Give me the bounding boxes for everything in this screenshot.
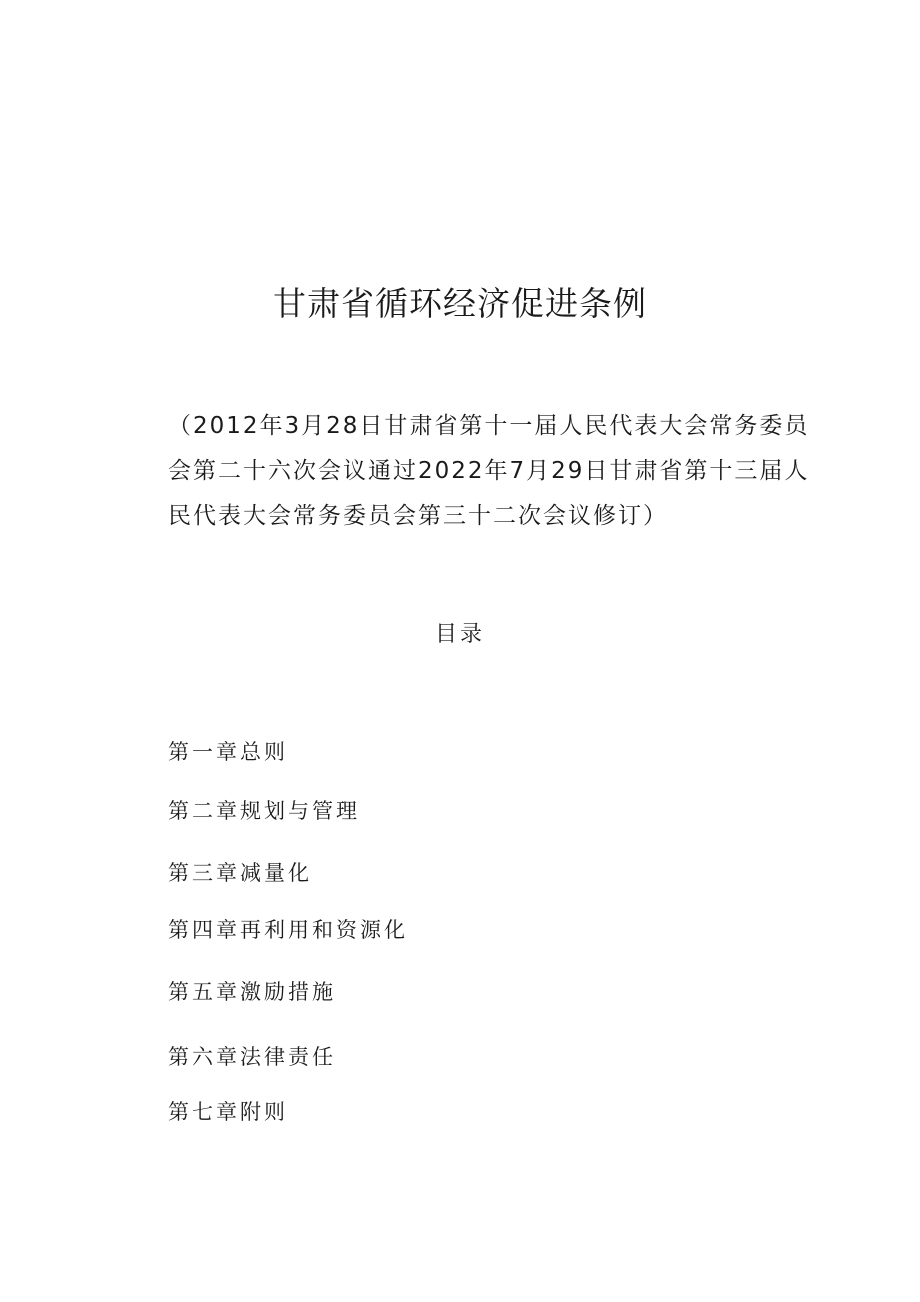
toc-item-chapter-5: 第五章激励措施	[168, 980, 336, 1004]
adoption-note: （2012年3月28日甘肃省第十一届人民代表大会常务委员会第二十六次会议通过2022年7月29日甘肃省第十三届人民代表大会常务委员会第三十二次会议修订）	[168, 413, 810, 529]
document-title: 甘肃省循环经济促进条例	[273, 284, 647, 323]
toc-item-chapter-7: 第七章附则	[168, 1100, 288, 1124]
toc-item-chapter-4: 第四章再利用和资源化	[168, 918, 408, 942]
toc-heading: 目录	[434, 622, 485, 647]
toc-item-chapter-1: 第一章总则	[168, 740, 288, 764]
toc-item-chapter-3: 第三章减量化	[168, 861, 312, 885]
toc-item-chapter-6: 第六章法律责任	[168, 1045, 336, 1069]
toc-item-chapter-2: 第二章规划与管理	[168, 799, 360, 823]
